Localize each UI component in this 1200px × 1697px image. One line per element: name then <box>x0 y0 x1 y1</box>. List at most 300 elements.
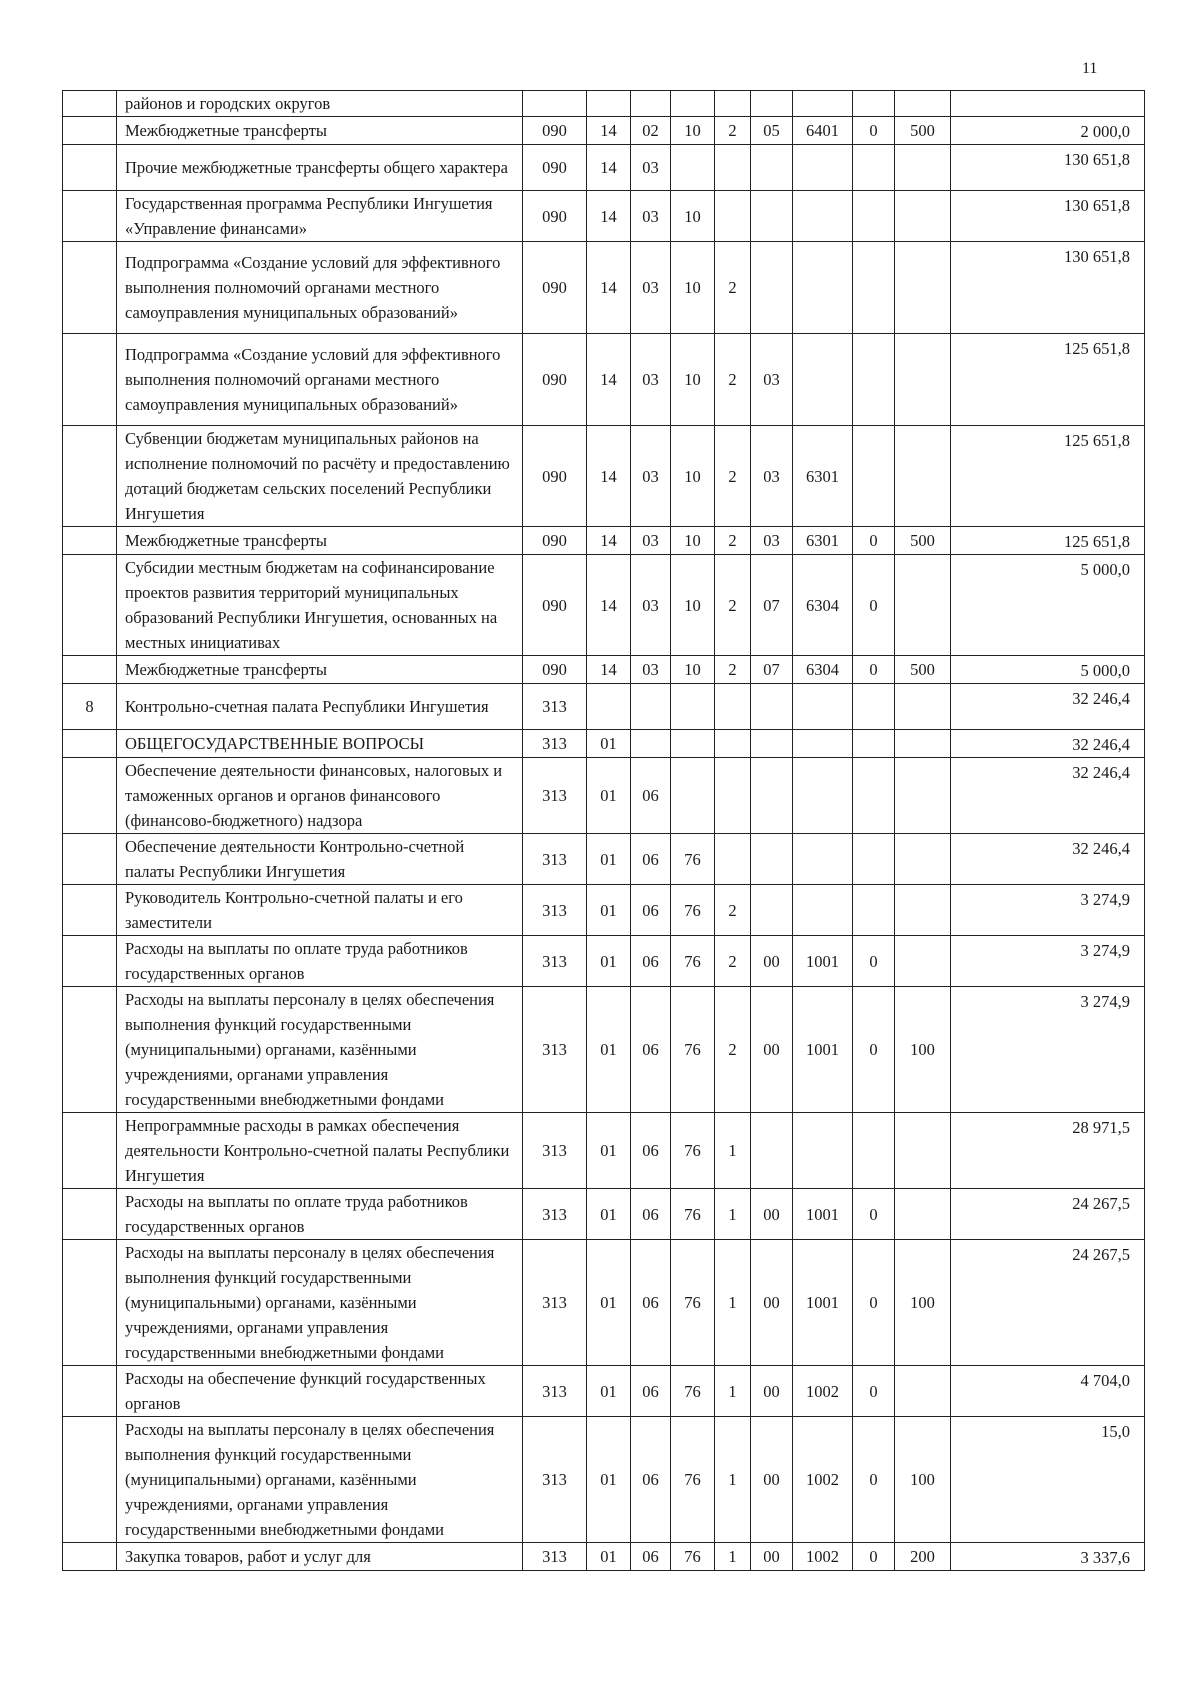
amount-cell: 5 000,0 <box>951 555 1145 656</box>
code-cell: 313 <box>523 1189 587 1240</box>
code-cell: 2 <box>715 242 751 334</box>
item-name-cell: Субсидии местным бюджетам на софинансирование проектов развития территорий муниципальных образований Республики Ингушетия, основанных на местных инициативах <box>117 555 523 656</box>
code-cell: 1 <box>715 1366 751 1417</box>
table-row <box>63 1543 1145 1571</box>
code-cell: 0 <box>853 1240 895 1366</box>
code-cell: 1 <box>715 1240 751 1366</box>
code-cell: 090 <box>523 145 587 191</box>
code-cell: 2 <box>715 426 751 527</box>
code-cell: 2 <box>715 334 751 426</box>
item-name-cell: Субвенции бюджетам муниципальных районов на исполнение полномочий по расчёту и предоставлению дотаций бюджетам сельских поселений Республики Ингушетия <box>117 426 523 527</box>
code-cell <box>793 885 853 936</box>
item-name-cell: Закупка товаров, работ и услуг для <box>117 1543 523 1571</box>
code-cell: 0 <box>853 117 895 145</box>
code-cell: 00 <box>751 936 793 987</box>
code-cell: 06 <box>631 1543 671 1571</box>
table-row <box>63 117 1145 145</box>
code-cell: 090 <box>523 117 587 145</box>
item-name-cell: Руководитель Контрольно-счетной палаты и его заместители <box>117 885 523 936</box>
code-cell <box>895 684 951 730</box>
row-number-cell: 8 <box>63 684 117 730</box>
code-cell <box>895 426 951 527</box>
amount-cell: 32 246,4 <box>951 758 1145 834</box>
item-name-cell: Контрольно-счетная палата Республики Ингушетия <box>117 684 523 730</box>
code-cell: 090 <box>523 656 587 684</box>
item-name-cell: Расходы на выплаты персоналу в целях обеспечения выполнения функций государственными (муниципальными) органами, казёнными учреждениями, органами управления государственными внебюджетными фондами <box>117 1240 523 1366</box>
code-cell <box>715 191 751 242</box>
code-cell <box>895 191 951 242</box>
code-cell: 06 <box>631 758 671 834</box>
row-number-cell <box>63 555 117 656</box>
code-cell: 1 <box>715 1189 751 1240</box>
code-cell: 01 <box>587 885 631 936</box>
code-cell <box>751 834 793 885</box>
code-cell: 1 <box>715 1113 751 1189</box>
code-cell <box>895 885 951 936</box>
code-cell: 0 <box>853 936 895 987</box>
row-number-cell <box>63 936 117 987</box>
amount-cell <box>951 91 1145 117</box>
code-cell: 01 <box>587 1240 631 1366</box>
code-cell: 01 <box>587 936 631 987</box>
code-cell: 76 <box>671 834 715 885</box>
code-cell: 10 <box>671 334 715 426</box>
code-cell <box>751 145 793 191</box>
code-cell: 02 <box>631 117 671 145</box>
table-row <box>63 1417 1145 1543</box>
code-cell: 03 <box>631 656 671 684</box>
code-cell <box>895 1113 951 1189</box>
code-cell: 00 <box>751 1240 793 1366</box>
code-cell <box>751 242 793 334</box>
table-row <box>63 758 1145 834</box>
code-cell: 313 <box>523 1366 587 1417</box>
code-cell: 14 <box>587 334 631 426</box>
code-cell: 01 <box>587 730 631 758</box>
code-cell: 06 <box>631 1113 671 1189</box>
code-cell: 1 <box>715 1543 751 1571</box>
table-row <box>63 1189 1145 1240</box>
table-row <box>63 656 1145 684</box>
code-cell: 14 <box>587 117 631 145</box>
code-cell <box>895 730 951 758</box>
code-cell <box>793 334 853 426</box>
table-row <box>63 885 1145 936</box>
code-cell: 10 <box>671 656 715 684</box>
code-cell: 03 <box>631 426 671 527</box>
code-cell: 76 <box>671 1240 715 1366</box>
code-cell: 10 <box>671 527 715 555</box>
table-row <box>63 834 1145 885</box>
code-cell <box>793 684 853 730</box>
row-number-cell <box>63 191 117 242</box>
code-cell <box>715 834 751 885</box>
amount-cell: 2 000,0 <box>951 117 1145 145</box>
code-cell: 76 <box>671 1189 715 1240</box>
code-cell: 1001 <box>793 1189 853 1240</box>
table-row <box>63 936 1145 987</box>
amount-cell: 32 246,4 <box>951 834 1145 885</box>
code-cell: 06 <box>631 1189 671 1240</box>
code-cell: 6304 <box>793 656 853 684</box>
row-number-cell <box>63 426 117 527</box>
code-cell <box>671 730 715 758</box>
code-cell: 06 <box>631 936 671 987</box>
item-name-cell: Прочие межбюджетные трансферты общего характера <box>117 145 523 191</box>
code-cell: 090 <box>523 555 587 656</box>
code-cell <box>715 758 751 834</box>
code-cell: 06 <box>631 1417 671 1543</box>
code-cell: 0 <box>853 555 895 656</box>
code-cell: 1 <box>715 1417 751 1543</box>
code-cell: 03 <box>631 242 671 334</box>
code-cell <box>895 936 951 987</box>
row-number-cell <box>63 758 117 834</box>
code-cell: 06 <box>631 885 671 936</box>
code-cell: 313 <box>523 1543 587 1571</box>
code-cell: 0 <box>853 1543 895 1571</box>
table-row <box>63 145 1145 191</box>
code-cell: 76 <box>671 1543 715 1571</box>
table-row <box>63 684 1145 730</box>
code-cell <box>853 684 895 730</box>
amount-cell: 3 337,6 <box>951 1543 1145 1571</box>
code-cell: 100 <box>895 1417 951 1543</box>
row-number-cell <box>63 145 117 191</box>
code-cell: 313 <box>523 684 587 730</box>
code-cell: 00 <box>751 1417 793 1543</box>
code-cell <box>715 145 751 191</box>
code-cell: 2 <box>715 555 751 656</box>
code-cell <box>793 91 853 117</box>
item-name-cell: Межбюджетные трансферты <box>117 117 523 145</box>
code-cell <box>895 834 951 885</box>
code-cell: 01 <box>587 987 631 1113</box>
code-cell <box>853 426 895 527</box>
amount-cell: 24 267,5 <box>951 1240 1145 1366</box>
table-row <box>63 426 1145 527</box>
code-cell: 313 <box>523 1113 587 1189</box>
budget-table <box>62 90 1145 1571</box>
code-cell: 6304 <box>793 555 853 656</box>
amount-cell: 24 267,5 <box>951 1189 1145 1240</box>
code-cell <box>793 730 853 758</box>
code-cell: 500 <box>895 656 951 684</box>
code-cell <box>853 242 895 334</box>
amount-cell: 125 651,8 <box>951 426 1145 527</box>
code-cell: 2 <box>715 117 751 145</box>
code-cell: 03 <box>631 555 671 656</box>
code-cell: 100 <box>895 1240 951 1366</box>
code-cell <box>895 145 951 191</box>
code-cell <box>631 730 671 758</box>
code-cell <box>793 145 853 191</box>
table-body <box>63 91 1145 1571</box>
code-cell: 090 <box>523 426 587 527</box>
code-cell: 090 <box>523 334 587 426</box>
code-cell: 200 <box>895 1543 951 1571</box>
code-cell <box>587 91 631 117</box>
code-cell <box>751 885 793 936</box>
code-cell <box>793 242 853 334</box>
row-number-cell <box>63 527 117 555</box>
item-name-cell: Расходы на выплаты персоналу в целях обеспечения выполнения функций государственными (муниципальными) органами, казёнными учреждениями, органами управления государственными внебюджетными фондами <box>117 1417 523 1543</box>
amount-cell: 130 651,8 <box>951 145 1145 191</box>
code-cell <box>853 834 895 885</box>
item-name-cell: Расходы на выплаты по оплате труда работников государственных органов <box>117 1189 523 1240</box>
table-row <box>63 1113 1145 1189</box>
code-cell: 500 <box>895 527 951 555</box>
code-cell: 01 <box>587 1417 631 1543</box>
code-cell: 01 <box>587 834 631 885</box>
code-cell: 2 <box>715 885 751 936</box>
row-number-cell <box>63 1543 117 1571</box>
amount-cell: 32 246,4 <box>951 730 1145 758</box>
code-cell: 03 <box>631 334 671 426</box>
code-cell: 10 <box>671 242 715 334</box>
table-row <box>63 987 1145 1113</box>
table-row <box>63 334 1145 426</box>
row-number-cell <box>63 117 117 145</box>
code-cell: 03 <box>631 145 671 191</box>
code-cell: 01 <box>587 758 631 834</box>
code-cell: 1001 <box>793 1240 853 1366</box>
amount-cell: 3 274,9 <box>951 936 1145 987</box>
row-number-cell <box>63 242 117 334</box>
row-number-cell <box>63 1189 117 1240</box>
row-number-cell <box>63 885 117 936</box>
code-cell: 313 <box>523 885 587 936</box>
page-number: 11 <box>1082 60 1098 77</box>
row-number-cell <box>63 730 117 758</box>
code-cell: 10 <box>671 426 715 527</box>
code-cell: 06 <box>631 1240 671 1366</box>
table-row <box>63 1240 1145 1366</box>
code-cell: 00 <box>751 987 793 1113</box>
code-cell <box>793 1113 853 1189</box>
code-cell <box>853 730 895 758</box>
code-cell: 01 <box>587 1543 631 1571</box>
table-row <box>63 527 1145 555</box>
code-cell: 0 <box>853 1366 895 1417</box>
code-cell <box>853 885 895 936</box>
code-cell: 313 <box>523 730 587 758</box>
code-cell: 14 <box>587 242 631 334</box>
code-cell: 03 <box>631 191 671 242</box>
code-cell: 090 <box>523 191 587 242</box>
amount-cell: 28 971,5 <box>951 1113 1145 1189</box>
code-cell: 0 <box>853 987 895 1113</box>
amount-cell: 5 000,0 <box>951 656 1145 684</box>
code-cell <box>587 684 631 730</box>
code-cell: 0 <box>853 1417 895 1543</box>
table-row <box>63 91 1145 117</box>
code-cell: 1001 <box>793 936 853 987</box>
row-number-cell <box>63 1240 117 1366</box>
code-cell: 10 <box>671 117 715 145</box>
code-cell: 14 <box>587 426 631 527</box>
code-cell: 01 <box>587 1189 631 1240</box>
code-cell: 00 <box>751 1543 793 1571</box>
code-cell: 1002 <box>793 1366 853 1417</box>
code-cell: 07 <box>751 555 793 656</box>
code-cell: 03 <box>751 527 793 555</box>
code-cell: 0 <box>853 1189 895 1240</box>
item-name-cell: Государственная программа Республики Ингушетия «Управление финансами» <box>117 191 523 242</box>
code-cell <box>671 684 715 730</box>
code-cell <box>895 334 951 426</box>
code-cell: 14 <box>587 527 631 555</box>
code-cell <box>751 1113 793 1189</box>
item-name-cell: Расходы на выплаты персоналу в целях обеспечения выполнения функций государственными (муниципальными) органами, казёнными учреждениями, органами управления государственными внебюджетными фондами <box>117 987 523 1113</box>
row-number-cell <box>63 91 117 117</box>
code-cell: 76 <box>671 1417 715 1543</box>
code-cell <box>751 91 793 117</box>
amount-cell: 125 651,8 <box>951 334 1145 426</box>
code-cell: 1001 <box>793 987 853 1113</box>
code-cell: 090 <box>523 242 587 334</box>
row-number-cell <box>63 1113 117 1189</box>
code-cell: 14 <box>587 191 631 242</box>
code-cell <box>671 758 715 834</box>
code-cell: 0 <box>853 527 895 555</box>
amount-cell: 3 274,9 <box>951 885 1145 936</box>
code-cell: 6401 <box>793 117 853 145</box>
code-cell <box>751 758 793 834</box>
code-cell: 0 <box>853 656 895 684</box>
code-cell <box>631 91 671 117</box>
code-cell <box>895 758 951 834</box>
code-cell: 76 <box>671 1113 715 1189</box>
code-cell <box>853 1113 895 1189</box>
code-cell <box>895 1189 951 1240</box>
row-number-cell <box>63 987 117 1113</box>
code-cell <box>895 1366 951 1417</box>
code-cell <box>853 191 895 242</box>
code-cell: 313 <box>523 987 587 1113</box>
code-cell: 313 <box>523 758 587 834</box>
code-cell <box>671 91 715 117</box>
table-row <box>63 555 1145 656</box>
code-cell: 03 <box>751 334 793 426</box>
item-name-cell: Непрограммные расходы в рамках обеспечения деятельности Контрольно-счетной палаты Республики Ингушетия <box>117 1113 523 1189</box>
table-row <box>63 730 1145 758</box>
item-name-cell: Подпрограмма «Создание условий для эффективного выполнения полномочий органами местного самоуправления муниципальных образований» <box>117 334 523 426</box>
code-cell <box>751 191 793 242</box>
row-number-cell <box>63 656 117 684</box>
code-cell: 1002 <box>793 1543 853 1571</box>
item-name-cell: Обеспечение деятельности финансовых, налоговых и таможенных органов и органов финансового (финансово-бюджетного) надзора <box>117 758 523 834</box>
code-cell: 313 <box>523 834 587 885</box>
item-name-cell: районов и городских округов <box>117 91 523 117</box>
amount-cell: 15,0 <box>951 1417 1145 1543</box>
code-cell: 76 <box>671 987 715 1113</box>
code-cell <box>715 684 751 730</box>
item-name-cell: Межбюджетные трансферты <box>117 527 523 555</box>
code-cell: 03 <box>631 527 671 555</box>
code-cell: 100 <box>895 987 951 1113</box>
code-cell: 500 <box>895 117 951 145</box>
code-cell <box>853 758 895 834</box>
code-cell <box>523 91 587 117</box>
code-cell: 76 <box>671 936 715 987</box>
code-cell: 313 <box>523 1240 587 1366</box>
code-cell: 05 <box>751 117 793 145</box>
amount-cell: 3 274,9 <box>951 987 1145 1113</box>
amount-cell: 130 651,8 <box>951 191 1145 242</box>
table-row <box>63 1366 1145 1417</box>
item-name-cell: Подпрограмма «Создание условий для эффективного выполнения полномочий органами местного самоуправления муниципальных образований» <box>117 242 523 334</box>
code-cell: 01 <box>587 1113 631 1189</box>
code-cell: 06 <box>631 1366 671 1417</box>
code-cell: 2 <box>715 987 751 1113</box>
code-cell: 6301 <box>793 527 853 555</box>
item-name-cell: Расходы на выплаты по оплате труда работников государственных органов <box>117 936 523 987</box>
code-cell: 07 <box>751 656 793 684</box>
item-name-cell: Межбюджетные трансферты <box>117 656 523 684</box>
amount-cell: 130 651,8 <box>951 242 1145 334</box>
code-cell: 00 <box>751 1189 793 1240</box>
row-number-cell <box>63 1366 117 1417</box>
amount-cell: 32 246,4 <box>951 684 1145 730</box>
code-cell: 01 <box>587 1366 631 1417</box>
code-cell: 06 <box>631 834 671 885</box>
code-cell <box>853 91 895 117</box>
code-cell: 14 <box>587 656 631 684</box>
code-cell: 313 <box>523 1417 587 1543</box>
code-cell <box>853 334 895 426</box>
code-cell: 10 <box>671 191 715 242</box>
code-cell <box>793 834 853 885</box>
code-cell: 313 <box>523 936 587 987</box>
code-cell: 6301 <box>793 426 853 527</box>
code-cell <box>853 145 895 191</box>
code-cell <box>895 242 951 334</box>
code-cell: 14 <box>587 145 631 191</box>
code-cell <box>631 684 671 730</box>
code-cell <box>671 145 715 191</box>
code-cell: 090 <box>523 527 587 555</box>
code-cell: 2 <box>715 656 751 684</box>
row-number-cell <box>63 334 117 426</box>
code-cell: 2 <box>715 936 751 987</box>
table-row <box>63 242 1145 334</box>
code-cell <box>751 684 793 730</box>
code-cell: 1002 <box>793 1417 853 1543</box>
code-cell <box>715 730 751 758</box>
code-cell: 76 <box>671 1366 715 1417</box>
item-name-cell: ОБЩЕГОСУДАРСТВЕННЫЕ ВОПРОСЫ <box>117 730 523 758</box>
code-cell <box>793 191 853 242</box>
code-cell: 14 <box>587 555 631 656</box>
code-cell <box>895 555 951 656</box>
code-cell: 06 <box>631 987 671 1113</box>
code-cell: 03 <box>751 426 793 527</box>
code-cell <box>751 730 793 758</box>
code-cell: 76 <box>671 885 715 936</box>
code-cell: 2 <box>715 527 751 555</box>
table-row <box>63 191 1145 242</box>
code-cell <box>895 91 951 117</box>
row-number-cell <box>63 834 117 885</box>
code-cell <box>793 758 853 834</box>
row-number-cell <box>63 1417 117 1543</box>
code-cell: 00 <box>751 1366 793 1417</box>
amount-cell: 4 704,0 <box>951 1366 1145 1417</box>
code-cell: 10 <box>671 555 715 656</box>
item-name-cell: Обеспечение деятельности Контрольно-счетной палаты Республики Ингушетия <box>117 834 523 885</box>
code-cell <box>715 91 751 117</box>
